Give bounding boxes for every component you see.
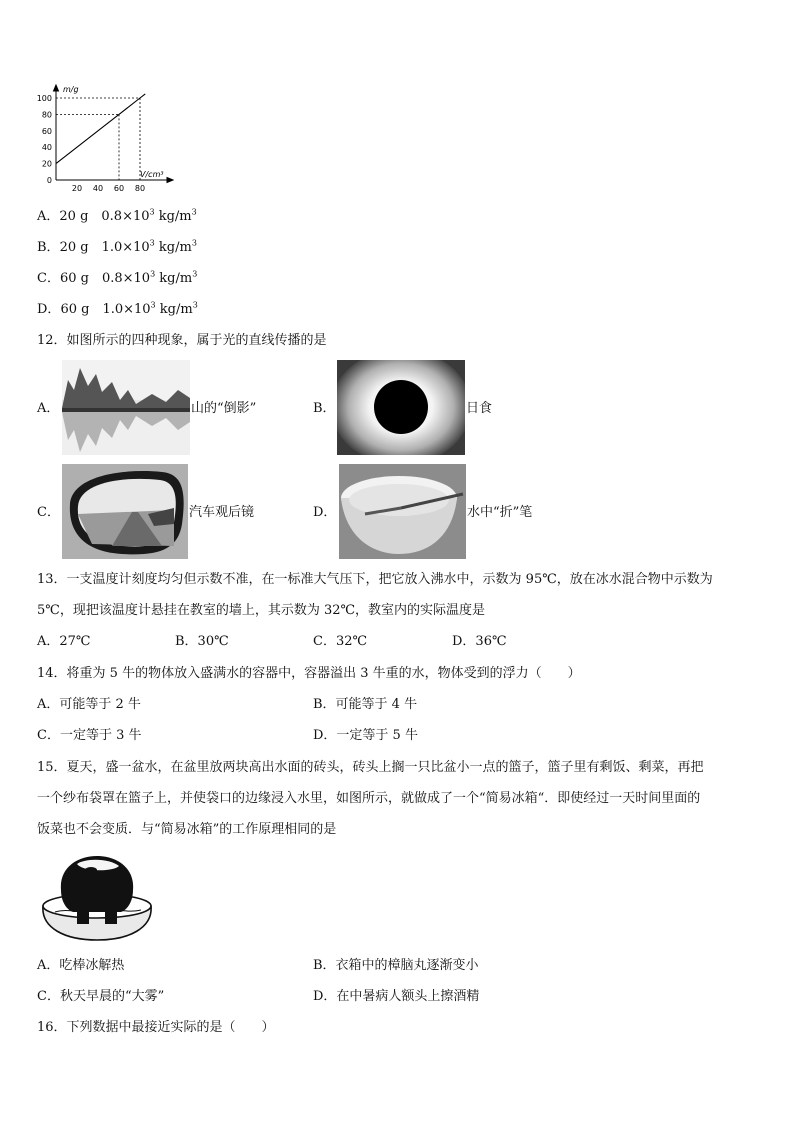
y-tick-label: 0 xyxy=(46,176,52,185)
q14-option-b[interactable]: B．可能等于 4 牛 xyxy=(313,697,418,712)
x-tick-label: 20 xyxy=(71,184,83,193)
q11-option-a[interactable]: A．20 g $0.8\times 10^3$ $kg/m^3$ xyxy=(37,207,197,224)
y-axis-label: m/g xyxy=(63,85,79,94)
q12-option-d-letter[interactable]: D． xyxy=(313,505,337,520)
mass-volume-line xyxy=(56,94,145,164)
q15-stem-line3: 饭菜也不会变质．与“简易冰箱”的工作原理相同的是 xyxy=(37,822,337,837)
car-mirror-photo xyxy=(62,464,188,559)
y-tick-label: 80 xyxy=(41,110,52,120)
q13-stem-line1: 13．一支温度计刻度均匀但示数不准，在一标准大气压下，把它放入沸水中，示数为 95℃，放在冰水混合物中示数为 xyxy=(37,572,713,587)
y-tick-label: 20 xyxy=(41,159,52,169)
q12-option-c-letter[interactable]: C． xyxy=(37,505,60,520)
q13-option-b[interactable]: B．30℃ xyxy=(175,634,229,649)
q15-option-b[interactable]: B．衣箱中的樟脑丸逐渐变小 xyxy=(313,958,479,973)
q14-stem: 14．将重为 5 牛的物体放入盛满水的容器中，容器溢出 3 牛重的水，物体受到的浮力（ ） xyxy=(37,666,581,681)
q15-stem-line2: 一个纱布袋罩在篮子上，并使袋口的边缘浸入水里，如图所示，就做成了一个“简易冰箱“．即使经过一天时间里面的 xyxy=(37,791,701,806)
y-tick-label: 100 xyxy=(36,94,52,103)
x-tick-label: 60 xyxy=(113,184,125,193)
q13-stem-line2: 5℃，现把该温度计悬挂在教室的墙上，其示数为 32℃，教室内的实际温度是 xyxy=(37,603,486,618)
q13-option-c[interactable]: C．32℃ xyxy=(313,634,368,649)
x-axis-arrow xyxy=(167,178,173,183)
q15-option-c[interactable]: C．秋天早晨的“大雾” xyxy=(37,989,165,1004)
q12-option-c-caption: 汽车观后镜 xyxy=(189,505,255,520)
mass-volume-graph xyxy=(30,82,180,194)
simple-fridge-illustration xyxy=(37,850,157,944)
y-axis-arrow xyxy=(54,85,59,91)
q11-option-b[interactable]: B．20 g $1.0\times 10^3$ $kg/m^3$ xyxy=(37,238,197,255)
bent-pencil-bowl-photo xyxy=(339,464,466,559)
q12-option-a-letter[interactable]: A． xyxy=(37,401,60,416)
q15-option-a[interactable]: A．吃棒冰解热 xyxy=(37,958,125,973)
q12-option-d-caption: 水中“折”笔 xyxy=(467,505,533,520)
q15-option-d[interactable]: D．在中暑病人额头上擦酒精 xyxy=(313,989,480,1004)
y-tick-label: 60 xyxy=(41,126,52,136)
q13-option-d[interactable]: D．36℃ xyxy=(452,634,507,649)
q12-option-a-caption: 山的“倒影” xyxy=(191,401,257,416)
q16-stem: 16．下列数据中最接近实际的是（ ） xyxy=(37,1020,275,1035)
q11-option-d[interactable]: D．60 g $1.0\times 10^3$ $kg/m^3$ xyxy=(37,300,198,317)
y-tick-label: 40 xyxy=(41,143,52,153)
x-axis-label: V/cm³ xyxy=(140,170,164,179)
q15-stem-line1: 15．夏天，盛一盆水，在盆里放两块高出水面的砖头，砖头上搁一只比盆小一点的篮子，篮子里有剩饭、剩菜，再把 xyxy=(37,760,704,775)
q12-stem: 12．如图所示的四种现象，属于光的直线传播的是 xyxy=(37,333,327,348)
mountain-reflection-photo xyxy=(62,360,190,455)
q12-option-b-caption: 日食 xyxy=(466,401,493,416)
q14-option-d[interactable]: D．一定等于 5 牛 xyxy=(313,728,418,743)
q11-option-c[interactable]: C．60 g $0.8\times 10^3$ $kg/m^3$ xyxy=(37,269,198,286)
q14-option-a[interactable]: A．可能等于 2 牛 xyxy=(37,697,141,712)
x-tick-label: 40 xyxy=(92,184,104,193)
q12-option-b-letter[interactable]: B． xyxy=(313,401,336,416)
q13-option-a[interactable]: A．27℃ xyxy=(37,634,91,649)
q14-option-c[interactable]: C．一定等于 3 牛 xyxy=(37,728,142,743)
solar-eclipse-photo xyxy=(337,360,465,455)
x-tick-label: 80 xyxy=(134,184,146,193)
